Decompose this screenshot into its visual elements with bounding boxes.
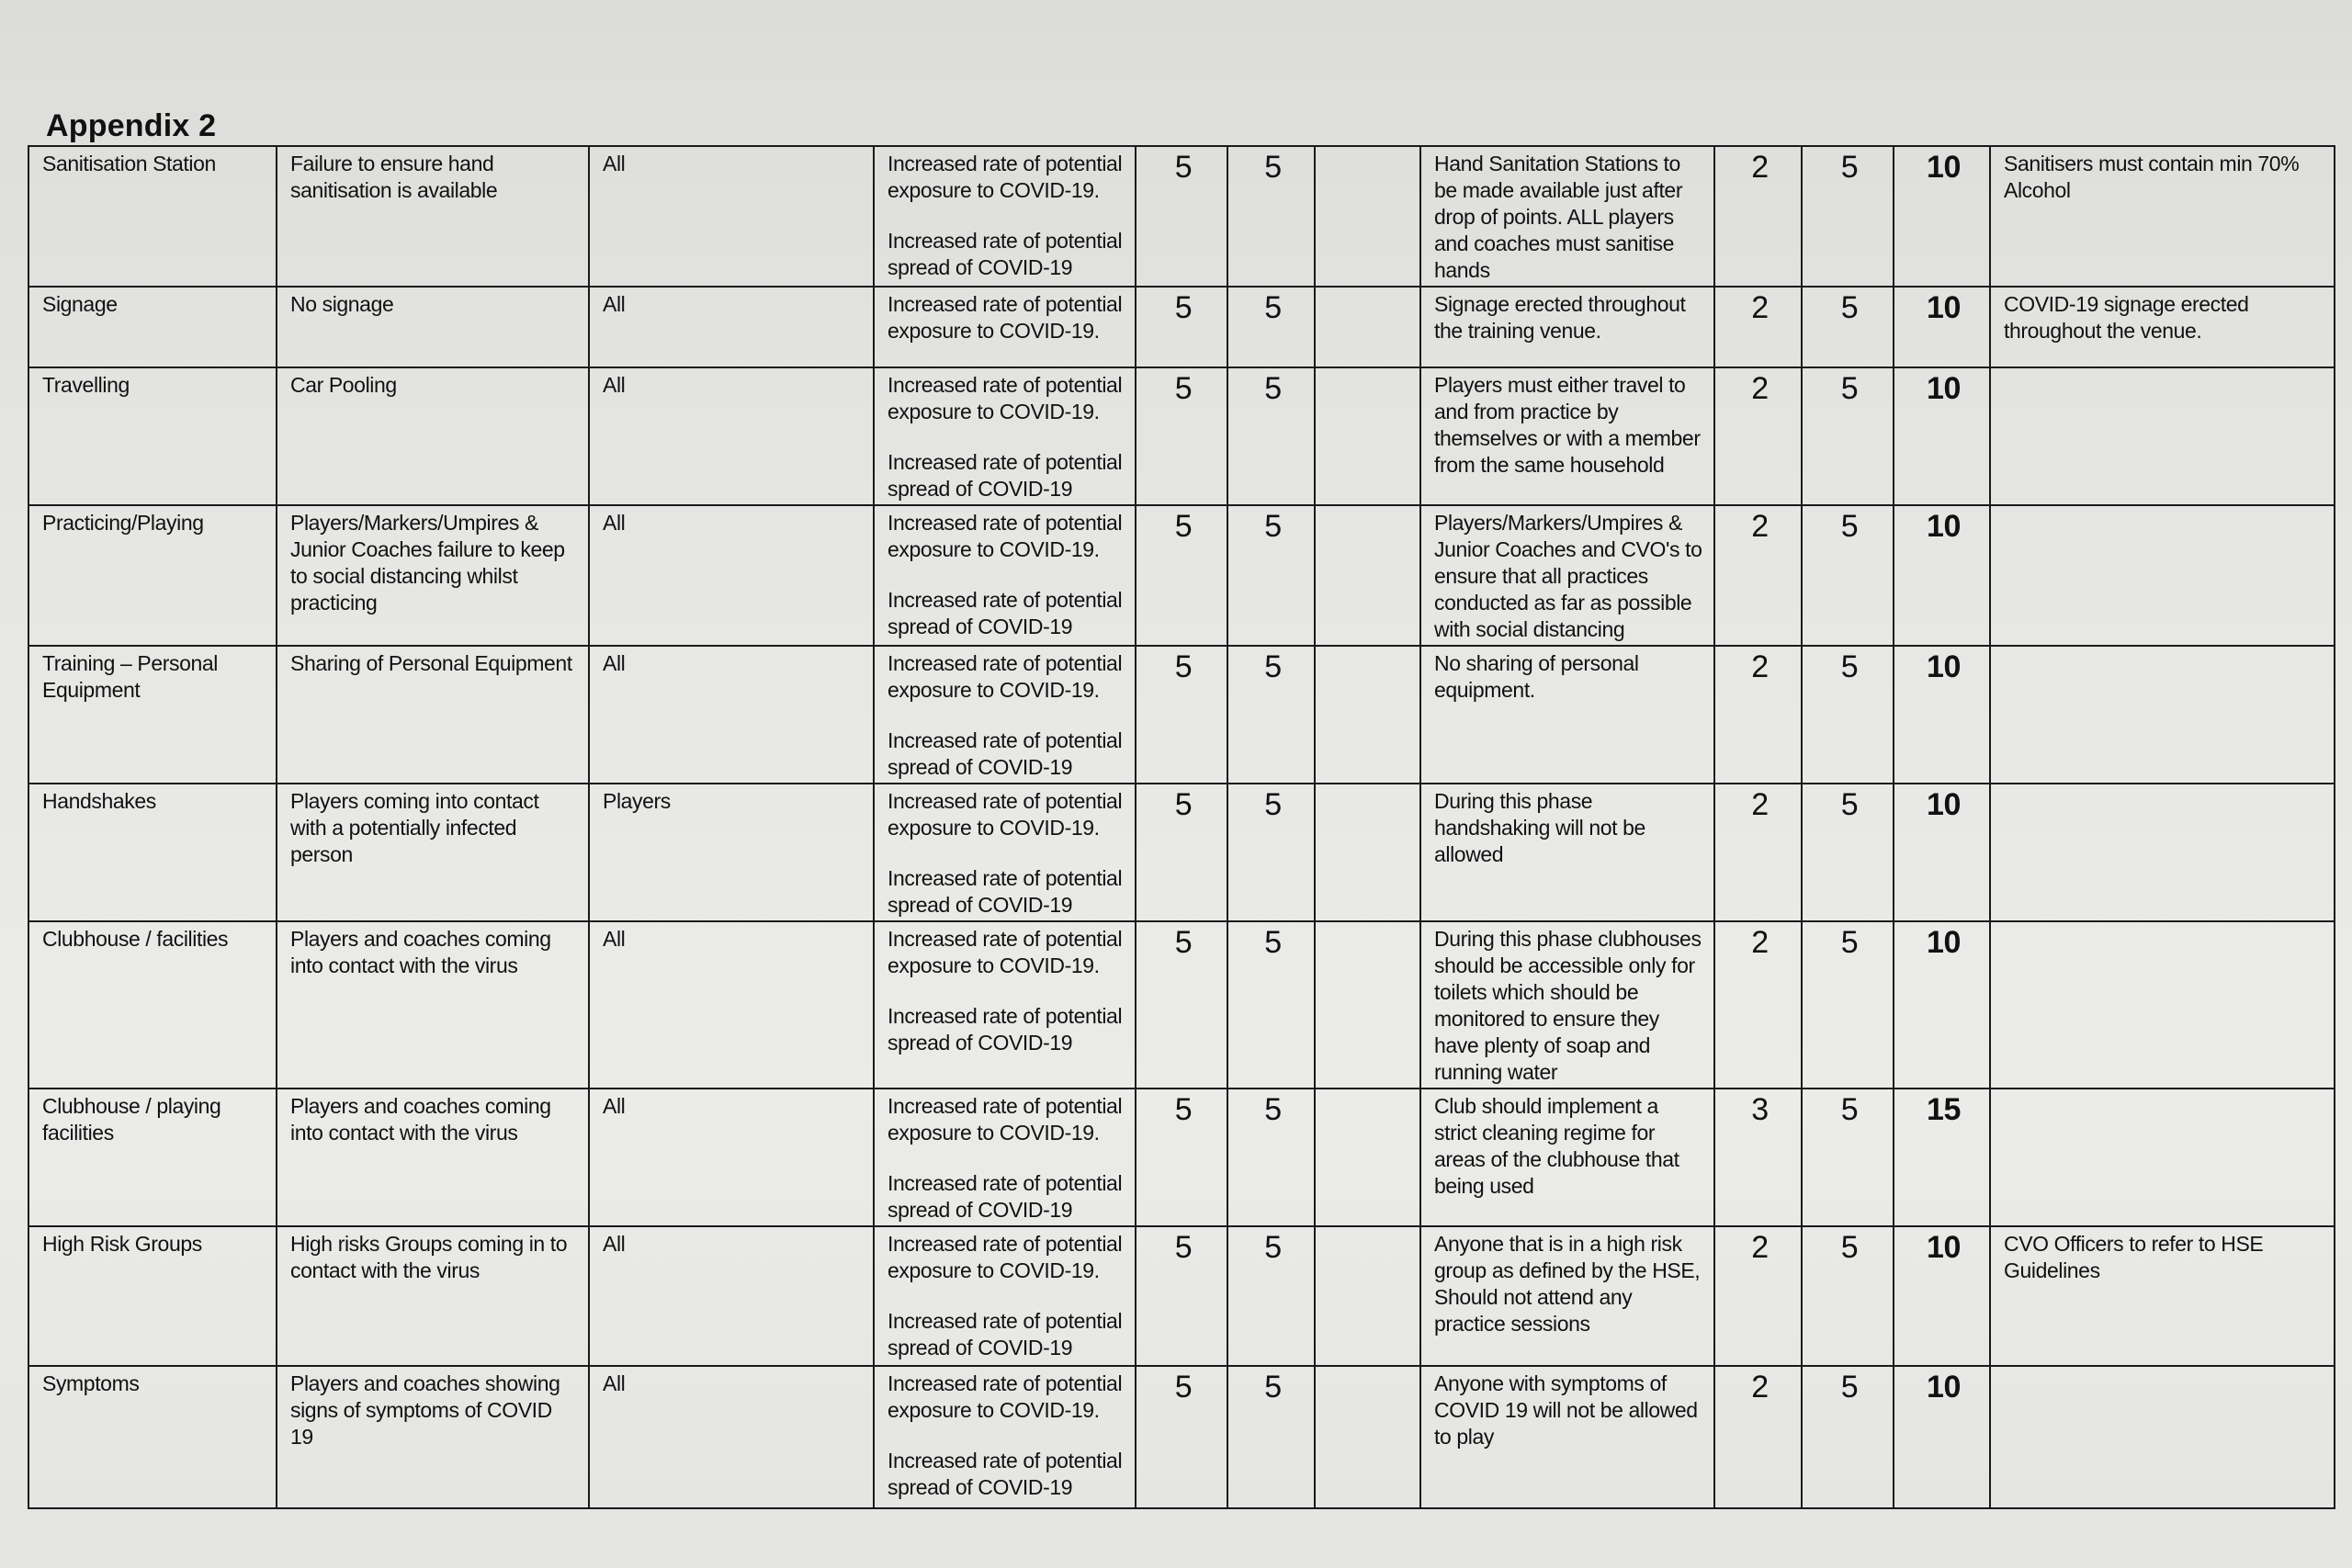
risk-exposure-text: Increased rate of potential exposure to COVID-19. xyxy=(888,1371,1123,1422)
residual-score-cell: 2 xyxy=(1714,146,1802,287)
residual-score-cell: 2 xyxy=(1714,505,1802,646)
control-measures-cell: Anyone that is in a high risk group as defined by the HSE, Should not attend any practice sessions xyxy=(1420,1226,1714,1366)
notes-cell: CVO Officers to refer to HSE Guidelines xyxy=(1990,1226,2335,1366)
who-cell: All xyxy=(589,646,874,784)
notes-cell: COVID-19 signage erected throughout the venue. xyxy=(1990,287,2335,367)
score-cell: 5 xyxy=(1227,1226,1315,1366)
risk-gap xyxy=(888,563,1125,587)
risk-gap xyxy=(888,841,1125,865)
control-measures-cell: Club should implement a strict cleaning regime for areas of the clubhouse that being used xyxy=(1420,1089,1714,1226)
risk-spread-text: Increased rate of potential spread of COVID-19 xyxy=(888,1309,1123,1359)
score-cell xyxy=(1315,367,1420,505)
who-cell: All xyxy=(589,921,874,1089)
score-cell: 5 xyxy=(1136,1226,1227,1366)
risk-cell xyxy=(874,287,1136,367)
notes-cell xyxy=(1990,1366,2335,1508)
activity-cell: Sanitisation Station xyxy=(28,146,277,287)
risk-spread-text: Increased rate of potential spread of COVID-19 xyxy=(888,866,1123,917)
risk-exposure-text: Increased rate of potential exposure to COVID-19. xyxy=(888,651,1123,702)
residual-score-cell: 2 xyxy=(1714,784,1802,921)
activity-cell: Handshakes xyxy=(28,784,277,921)
table-row xyxy=(28,1089,2335,1226)
control-measures-cell: Players/Markers/Umpires & Junior Coaches and CVO's to ensure that all practices conducted as far as possible with social distancing xyxy=(1420,505,1714,646)
score-cell xyxy=(1315,1226,1420,1366)
risk-spread-text: Increased rate of potential spread of COVID-19 xyxy=(888,1004,1123,1055)
who-cell: All xyxy=(589,1366,874,1508)
score-cell: 5 xyxy=(1227,646,1315,784)
notes-cell xyxy=(1990,1089,2335,1226)
page-title: Appendix 2 xyxy=(46,108,217,143)
risk-cell xyxy=(874,784,1136,921)
table-row xyxy=(28,287,2335,367)
risk-cell xyxy=(874,646,1136,784)
table-row xyxy=(28,1366,2335,1508)
residual-score-cell: 2 xyxy=(1714,646,1802,784)
who-cell: All xyxy=(589,367,874,505)
activity-cell: Travelling xyxy=(28,367,277,505)
risk-gap xyxy=(888,979,1125,1003)
notes-cell xyxy=(1990,505,2335,646)
residual-score-cell: 5 xyxy=(1802,146,1894,287)
hazard-cell: Car Pooling xyxy=(277,367,589,505)
risk-cell xyxy=(874,1089,1136,1226)
table-row xyxy=(28,921,2335,1089)
residual-rating-cell: 10 xyxy=(1894,287,1990,367)
score-cell: 5 xyxy=(1136,1089,1227,1226)
notes-cell xyxy=(1990,646,2335,784)
risk-exposure-text: Increased rate of potential exposure to COVID-19. xyxy=(888,1094,1123,1145)
score-cell: 5 xyxy=(1227,505,1315,646)
control-measures-cell: Players must either travel to and from practice by themselves or with a member from the same household xyxy=(1420,367,1714,505)
risk-cell xyxy=(874,146,1136,287)
score-cell: 5 xyxy=(1227,1366,1315,1508)
risk-exposure-text: Increased rate of potential exposure to COVID-19. xyxy=(888,1232,1123,1282)
risk-cell xyxy=(874,505,1136,646)
residual-score-cell: 5 xyxy=(1802,287,1894,367)
residual-rating-cell: 10 xyxy=(1894,921,1990,1089)
hazard-cell: Players and coaches showing signs of symptoms of COVID 19 xyxy=(277,1366,589,1508)
hazard-cell: Sharing of Personal Equipment xyxy=(277,646,589,784)
residual-score-cell: 5 xyxy=(1802,505,1894,646)
who-cell: All xyxy=(589,287,874,367)
score-cell: 5 xyxy=(1136,921,1227,1089)
score-cell xyxy=(1315,505,1420,646)
hazard-cell: Players coming into contact with a potentially infected person xyxy=(277,784,589,921)
score-cell xyxy=(1315,146,1420,287)
table-row xyxy=(28,646,2335,784)
risk-exposure-text: Increased rate of potential exposure to COVID-19. xyxy=(888,292,1123,343)
who-cell: All xyxy=(589,505,874,646)
notes-cell xyxy=(1990,921,2335,1089)
risk-gap xyxy=(888,1146,1125,1170)
hazard-cell: Players and coaches coming into contact with the virus xyxy=(277,921,589,1089)
activity-cell: Clubhouse / playing facilities xyxy=(28,1089,277,1226)
residual-score-cell: 5 xyxy=(1802,646,1894,784)
score-cell xyxy=(1315,1089,1420,1226)
hazard-cell: Players/Markers/Umpires & Junior Coaches failure to keep to social distancing whilst practicing xyxy=(277,505,589,646)
table-row xyxy=(28,367,2335,505)
table-row xyxy=(28,1226,2335,1366)
residual-score-cell: 5 xyxy=(1802,367,1894,505)
risk-gap xyxy=(888,704,1125,728)
risk-exposure-text: Increased rate of potential exposure to COVID-19. xyxy=(888,927,1123,977)
residual-score-cell: 2 xyxy=(1714,1366,1802,1508)
control-measures-cell: Signage erected throughout the training venue. xyxy=(1420,287,1714,367)
residual-score-cell: 3 xyxy=(1714,1089,1802,1226)
score-cell xyxy=(1315,646,1420,784)
risk-spread-text: Increased rate of potential spread of COVID-19 xyxy=(888,1449,1123,1499)
risk-cell xyxy=(874,367,1136,505)
table-row xyxy=(28,784,2335,921)
hazard-cell: Players and coaches coming into contact with the virus xyxy=(277,1089,589,1226)
residual-rating-cell: 10 xyxy=(1894,1226,1990,1366)
risk-exposure-text: Increased rate of potential exposure to COVID-19. xyxy=(888,152,1123,202)
residual-score-cell: 5 xyxy=(1802,1089,1894,1226)
residual-rating-cell: 10 xyxy=(1894,1366,1990,1508)
risk-spread-text: Increased rate of potential spread of COVID-19 xyxy=(888,728,1123,779)
residual-score-cell: 5 xyxy=(1802,784,1894,921)
risk-gap xyxy=(888,425,1125,449)
score-cell: 5 xyxy=(1227,784,1315,921)
risk-spread-text: Increased rate of potential spread of COVID-19 xyxy=(888,1171,1123,1222)
activity-cell: Signage xyxy=(28,287,277,367)
control-measures-cell: During this phase clubhouses should be accessible only for toilets which should be monitored to ensure they have plenty of soap and running water xyxy=(1420,921,1714,1089)
risk-spread-text: Increased rate of potential spread of COVID-19 xyxy=(888,588,1123,638)
residual-score-cell: 2 xyxy=(1714,367,1802,505)
risk-gap xyxy=(888,1424,1125,1448)
residual-score-cell: 2 xyxy=(1714,1226,1802,1366)
risk-spread-text: Increased rate of potential spread of COVID-19 xyxy=(888,229,1123,279)
risk-exposure-text: Increased rate of potential exposure to COVID-19. xyxy=(888,373,1123,423)
hazard-cell: Failure to ensure hand sanitisation is available xyxy=(277,146,589,287)
score-cell: 5 xyxy=(1227,287,1315,367)
residual-rating-cell: 10 xyxy=(1894,367,1990,505)
residual-rating-cell: 10 xyxy=(1894,505,1990,646)
who-cell: All xyxy=(589,1089,874,1226)
who-cell: All xyxy=(589,146,874,287)
notes-cell xyxy=(1990,367,2335,505)
activity-cell: Clubhouse / facilities xyxy=(28,921,277,1089)
residual-rating-cell: 15 xyxy=(1894,1089,1990,1226)
activity-cell: High Risk Groups xyxy=(28,1226,277,1366)
residual-score-cell: 2 xyxy=(1714,921,1802,1089)
control-measures-cell: No sharing of personal equipment. xyxy=(1420,646,1714,784)
score-cell xyxy=(1315,287,1420,367)
table-row xyxy=(28,505,2335,646)
who-cell: All xyxy=(589,1226,874,1366)
control-measures-cell: Hand Sanitation Stations to be made available just after drop of points. ALL players and coaches must sanitise hands xyxy=(1420,146,1714,287)
notes-cell xyxy=(1990,784,2335,921)
risk-gap xyxy=(888,1284,1125,1308)
residual-score-cell: 2 xyxy=(1714,287,1802,367)
risk-spread-text: Increased rate of potential spread of COVID-19 xyxy=(888,450,1123,501)
residual-rating-cell: 10 xyxy=(1894,146,1990,287)
risk-exposure-text: Increased rate of potential exposure to COVID-19. xyxy=(888,511,1123,561)
hazard-cell: No signage xyxy=(277,287,589,367)
score-cell: 5 xyxy=(1136,287,1227,367)
score-cell: 5 xyxy=(1227,146,1315,287)
notes-cell: Sanitisers must contain min 70% Alcohol xyxy=(1990,146,2335,287)
risk-assessment-table xyxy=(28,145,2335,1509)
score-cell: 5 xyxy=(1136,646,1227,784)
score-cell: 5 xyxy=(1136,367,1227,505)
risk-cell xyxy=(874,1226,1136,1366)
table-row xyxy=(28,146,2335,287)
score-cell: 5 xyxy=(1136,1366,1227,1508)
risk-gap xyxy=(888,204,1125,228)
score-cell: 5 xyxy=(1136,146,1227,287)
activity-cell: Practicing/Playing xyxy=(28,505,277,646)
risk-exposure-text: Increased rate of potential exposure to COVID-19. xyxy=(888,789,1123,840)
score-cell: 5 xyxy=(1136,505,1227,646)
score-cell: 5 xyxy=(1136,784,1227,921)
residual-rating-cell: 10 xyxy=(1894,646,1990,784)
activity-cell: Symptoms xyxy=(28,1366,277,1508)
residual-score-cell: 5 xyxy=(1802,921,1894,1089)
residual-rating-cell: 10 xyxy=(1894,784,1990,921)
hazard-cell: High risks Groups coming in to contact with the virus xyxy=(277,1226,589,1366)
score-cell xyxy=(1315,1366,1420,1508)
activity-cell: Training – Personal Equipment xyxy=(28,646,277,784)
score-cell: 5 xyxy=(1227,367,1315,505)
control-measures-cell: During this phase handshaking will not be allowed xyxy=(1420,784,1714,921)
residual-score-cell: 5 xyxy=(1802,1226,1894,1366)
risk-cell xyxy=(874,921,1136,1089)
score-cell: 5 xyxy=(1227,1089,1315,1226)
control-measures-cell: Anyone with symptoms of COVID 19 will not be allowed to play xyxy=(1420,1366,1714,1508)
score-cell xyxy=(1315,784,1420,921)
score-cell xyxy=(1315,921,1420,1089)
score-cell: 5 xyxy=(1227,921,1315,1089)
residual-score-cell: 5 xyxy=(1802,1366,1894,1508)
risk-cell xyxy=(874,1366,1136,1508)
who-cell: Players xyxy=(589,784,874,921)
